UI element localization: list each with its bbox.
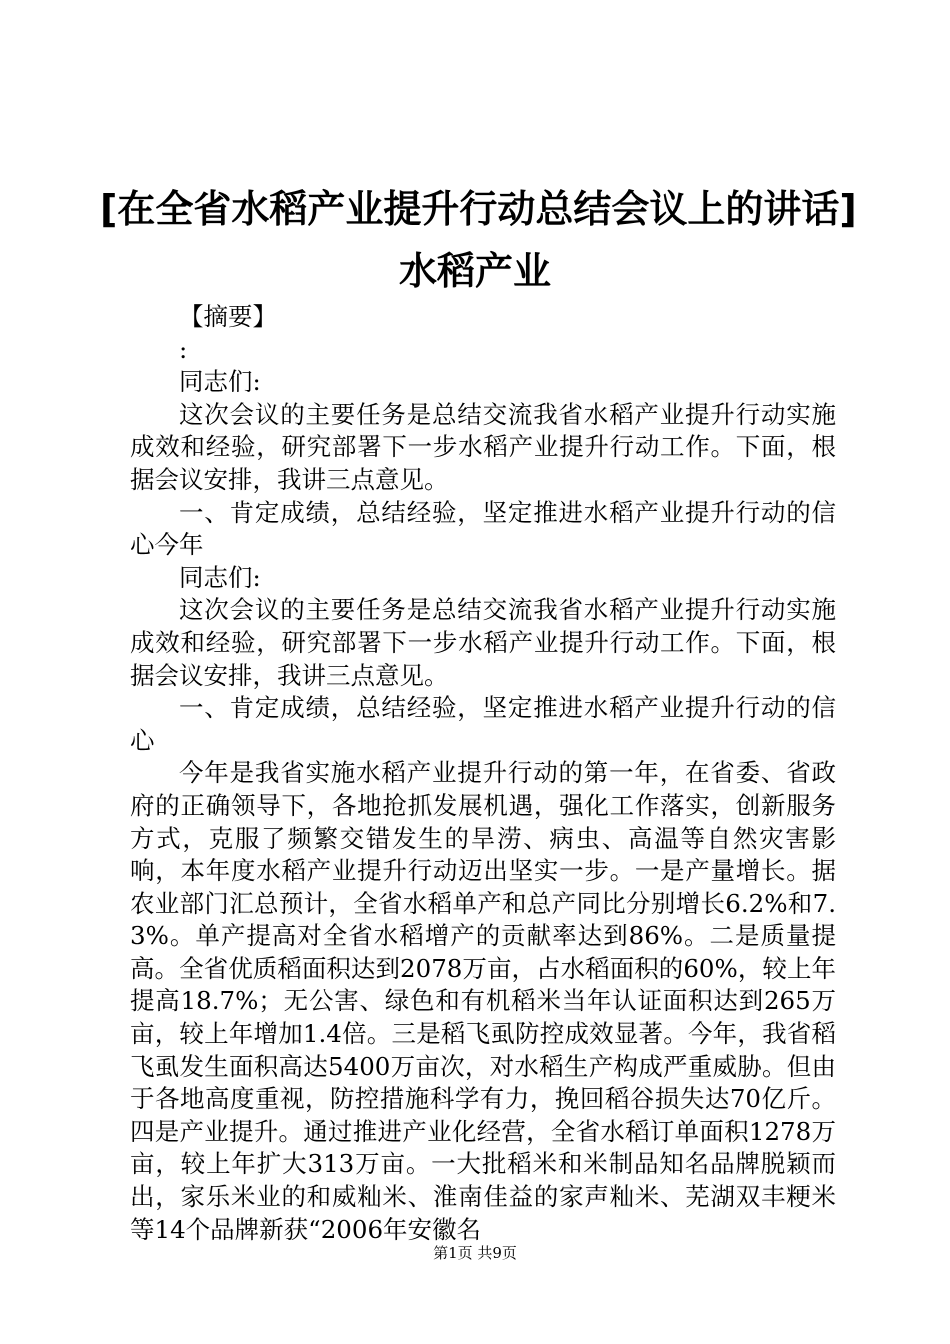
- abstract-colon: :: [179, 334, 188, 364]
- paragraph-intro-2: 这次会议的主要任务是总结交流我省水稻产业提升行动实施成效和经验，研究部署下一步水稻产业提升行动工作。下面，根据会议安排，我讲三点意见。: [130, 595, 836, 690]
- document-title-line-1: [在全省水稻产业提升行动总结会议上的讲话]: [100, 187, 857, 231]
- document-body: [130, 301, 836, 1246]
- paragraph-heading-1a: 一、肯定成绩，总结经验，坚定推进水稻产业提升行动的信心今年: [130, 497, 836, 560]
- document-title-line-2: 水稻产业: [398, 249, 551, 293]
- paragraph-greeting-1: 同志们:: [179, 367, 261, 397]
- abstract-label: 【摘要】: [179, 302, 277, 331]
- paragraph-intro-1: 这次会议的主要任务是总结交流我省水稻产业提升行动实施成效和经验，研究部署下一步水稻产业提升行动工作。下面，根据会议安排，我讲三点意见。: [130, 399, 836, 494]
- paragraph-achievements: 今年是我省实施水稻产业提升行动的第一年，在省委、省政府的正确领导下，各地抢抓发展机遇，强化工作落实，创新服务方式，克服了频繁交错发生的旱涝、病虫、高温等自然灾害影响，本年度水稻产业提升行动迈出坚实一步。一是产量增长。据农业部门汇总预计，全省水稻单产和总产同比分别增长6.2%和7.3%。单产提高对全省水稻增产的贡献率达到86%。二是质量提高。全省优质稻面积达到2078万亩，占水稻面积的60%，较上年提高18.7%；无公害、绿色和有机稻米当年认证面积达到265万亩，较上年增加1.4倍。三是稻飞虱防控成效显著。今年，我省稻飞虱发生面积高达5400万亩次，对水稻生产构成严重威胁。但由于各地高度重视，防控措施科学有力，挽回稻谷损失达70亿斤。四是产业提升。通过推进产业化经营，全省水稻订单面积1278万亩，较上年扩大313万亩。一大批稻米和米制品知名品牌脱颖而出，家乐米业的和威籼米、淮南佳益的家声籼米、芜湖双丰粳米等14个品牌新获“2006年安徽名: [130, 758, 836, 1244]
- paragraph-heading-1b: 一、肯定成绩，总结经验，坚定推进水稻产业提升行动的信心: [130, 693, 836, 755]
- page-footer: 第1页 共9页: [433, 1244, 517, 1262]
- paragraph-greeting-2: 同志们:: [179, 562, 261, 592]
